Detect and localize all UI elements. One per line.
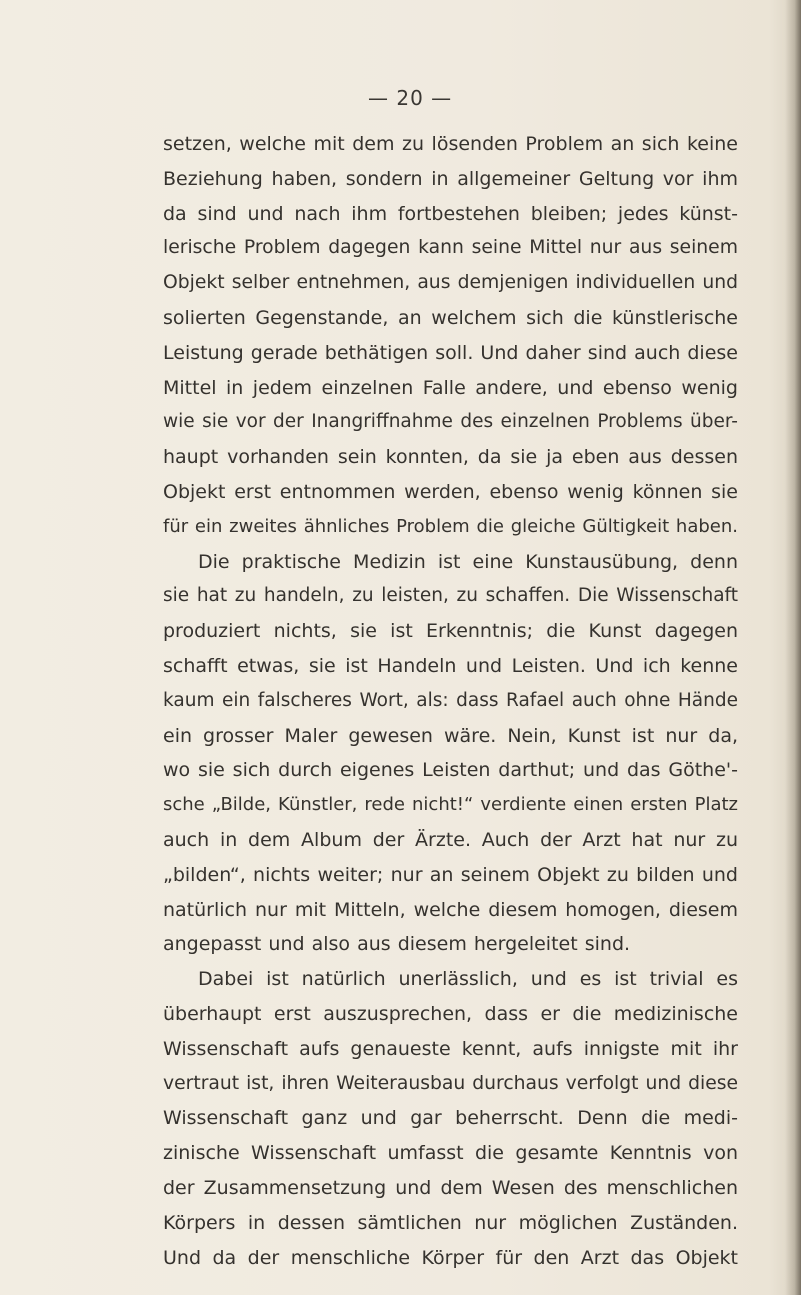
text-line: zinische Wissenschaft umfasst die gesamte Kenntnis von	[163, 1142, 738, 1165]
page-edge-shadow	[785, 0, 801, 1295]
text-line: Die praktische Medizin ist eine Kunstausübung, denn	[198, 550, 738, 573]
text-line: wo sie sich durch eigenes Leisten darthut; und das Göthe'-	[163, 759, 738, 782]
text-line: setzen, welche mit dem zu lösenden Problem an sich keine	[163, 133, 738, 155]
body-text	[163, 127, 738, 1275]
text-line: solierten Gegenstande, an welchem sich die künstlerische	[163, 306, 738, 329]
text-line: angepasst und also aus diesem hergeleitet sind.	[163, 933, 631, 956]
text-line: kaum ein falscheres Wort, als: dass Rafael auch ohne Hände	[163, 689, 738, 711]
text-line: für ein zweites ähnliches Problem die gleiche Gültigkeit haben.	[163, 515, 738, 537]
text-line: überhaupt erst auszusprechen, dass er die medizinische	[163, 1002, 738, 1025]
text-line: Leistung gerade bethätigen soll. Und daher sind auch diese	[163, 341, 738, 364]
text-line: Beziehung haben, sondern in allgemeiner Geltung vor ihm	[163, 167, 738, 190]
text-line: Mittel in jedem einzelnen Falle andere, und ebenso wenig	[163, 376, 738, 399]
text-line: vertraut ist, ihren Weiterausbau durchaus verfolgt und diese	[163, 1072, 739, 1094]
text-line: Körpers in dessen sämtlichen nur möglichen Zuständen.	[163, 1211, 738, 1234]
text-line: Dabei ist natürlich unerlässlich, und es ist trivial es	[198, 968, 738, 991]
text-line: haupt vorhanden sein konnten, da sie ja eben aus dessen	[163, 446, 738, 469]
text-line: Objekt selber entnehmen, aus demjenigen individuellen und	[163, 272, 738, 294]
text-line: lerische Problem dagegen kann seine Mittel nur aus seinem	[163, 237, 738, 259]
text-line: „bilden“, nichts weiter; nur an seinem Objekt zu bilden und	[163, 863, 738, 886]
text-line: sche „Bilde, Künstler, rede nicht!“ verdiente einen ersten Platz	[163, 794, 738, 816]
text-line: auch in dem Album der Ärzte. Auch der Arzt hat nur zu	[163, 828, 738, 851]
page-number: — 20 —	[368, 86, 453, 110]
text-line: der Zusammensetzung und dem Wesen des menschlichen	[163, 1176, 738, 1199]
text-line: schafft etwas, sie ist Handeln und Leisten. Und ich kenne	[163, 654, 738, 677]
text-line: wie sie vor der Inangriffnahme des einzelnen Problems über-	[163, 411, 738, 433]
text-line: da sind und nach ihm fortbestehen bleiben; jedes künst-	[163, 202, 738, 225]
text-line: Objekt erst entnommen werden, ebenso wenig können sie	[163, 480, 738, 503]
text-line: Und da der menschliche Körper für den Arzt das Objekt	[163, 1246, 738, 1269]
text-line: Wissenschaft aufs genaueste kennt, aufs innigste mit ihr	[163, 1037, 738, 1060]
text-line: Wissenschaft ganz und gar beherrscht. Denn die medi-	[163, 1107, 738, 1130]
text-line: natürlich nur mit Mitteln, welche diesem homogen, diesem	[163, 898, 738, 921]
text-line: sie hat zu handeln, zu leisten, zu schaffen. Die Wissenschaft	[163, 585, 738, 607]
text-line: ein grosser Maler gewesen wäre. Nein, Kunst ist nur da,	[163, 724, 738, 747]
text-line: produziert nichts, sie ist Erkenntnis; die Kunst dagegen	[163, 620, 738, 643]
